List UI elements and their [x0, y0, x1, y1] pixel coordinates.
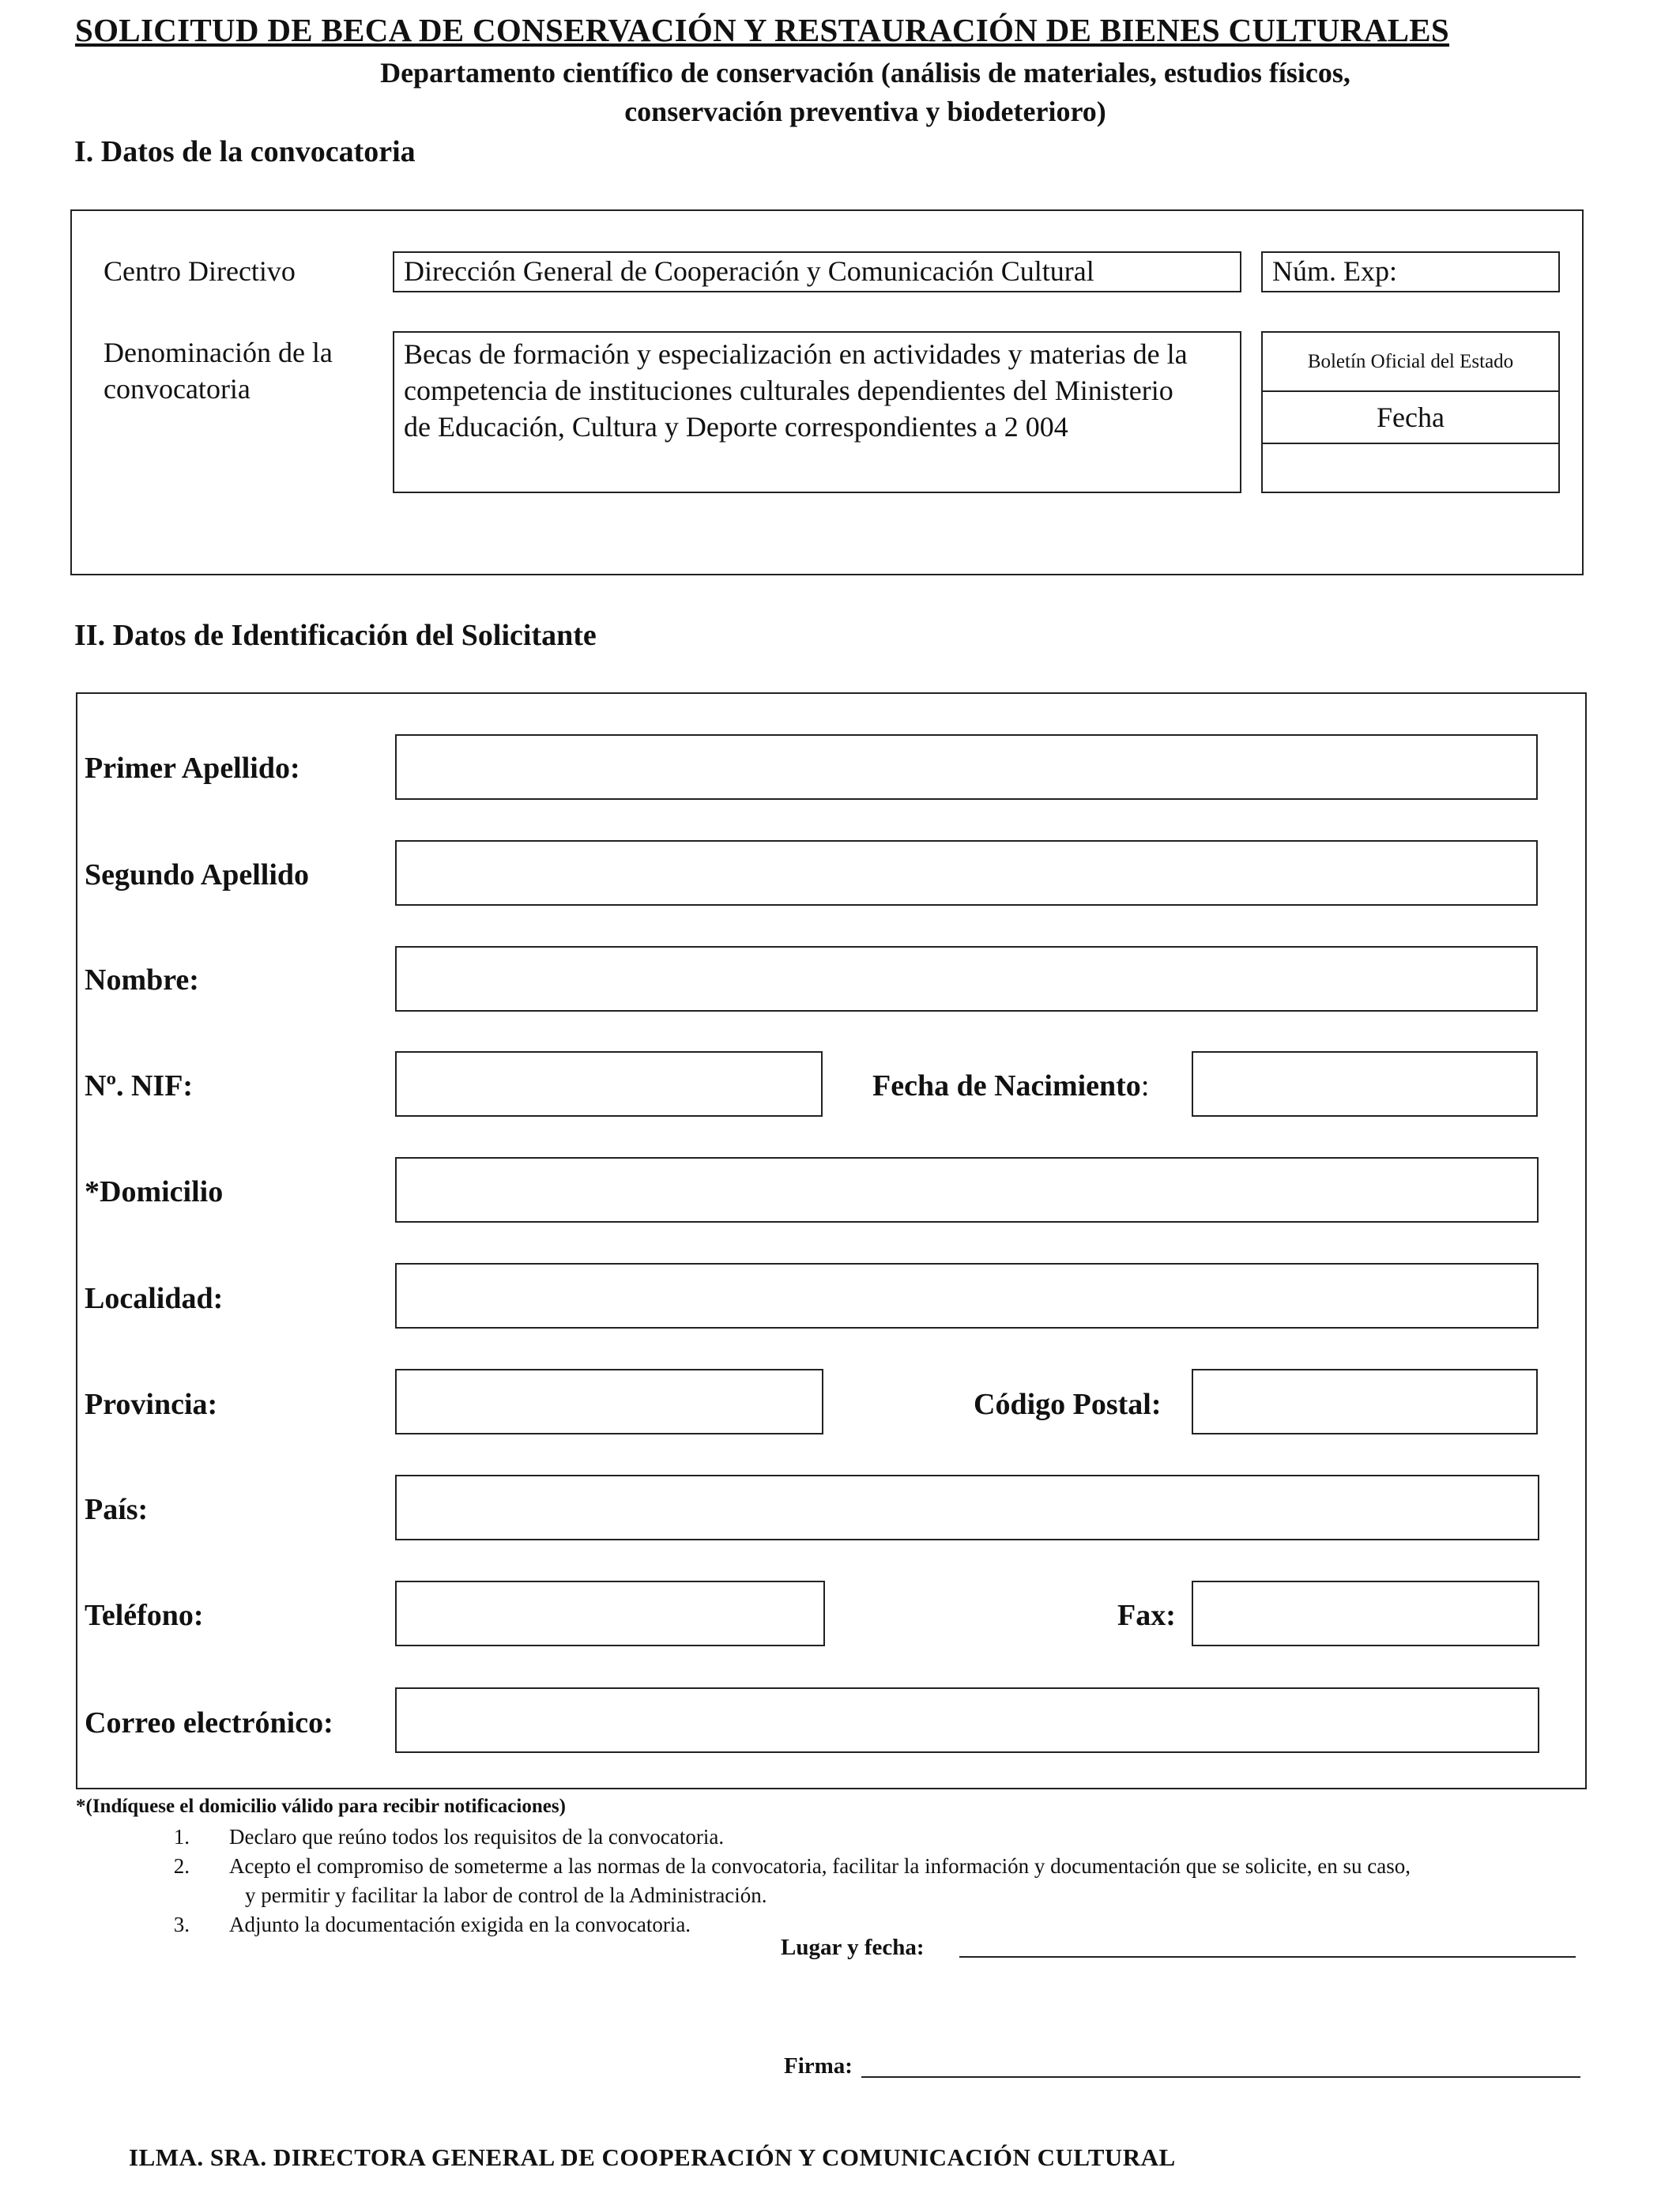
document-subtitle: [205, 54, 1525, 131]
nombre-label: Nombre:: [85, 963, 199, 997]
denominacion-label: [104, 334, 333, 407]
segundo-apellido-input[interactable]: [395, 840, 1538, 906]
lugar-fecha-line[interactable]: [959, 1956, 1576, 1958]
pais-input[interactable]: [395, 1475, 1539, 1540]
lugar-fecha-label: Lugar y fecha:: [781, 1935, 925, 1960]
correo-label: Correo electrónico:: [85, 1706, 333, 1740]
nombre-input[interactable]: [395, 946, 1538, 1012]
centro-directivo-label: Centro Directivo: [104, 255, 296, 287]
boe-fecha-field[interactable]: [1263, 444, 1558, 493]
declarations-list: [150, 1823, 1636, 1941]
pais-label: País:: [85, 1493, 149, 1526]
declaration-2-text-cont: y permitir y facilitar la labor de control de la Administración.: [245, 1883, 767, 1907]
localidad-label: Localidad:: [85, 1282, 224, 1315]
num-exp-label: Núm. Exp:: [1272, 255, 1397, 287]
declaration-3-number: 3.: [173, 1913, 190, 1936]
primer-apellido-label: Primer Apellido:: [85, 752, 300, 785]
provincia-input[interactable]: [395, 1369, 823, 1434]
fecha-nacimiento-colon: :: [1140, 1069, 1150, 1103]
fecha-nacimiento-input[interactable]: [1192, 1051, 1538, 1117]
boe-fecha-label: Fecha: [1263, 392, 1558, 444]
boe-box: [1261, 331, 1560, 493]
denominacion-label-line-1: Denominación de la: [104, 337, 333, 368]
declaration-2-text: Acepto el compromiso de someterme a las normas de la convocatoria, facilitar la información y documentación que se solicite, en su caso,: [229, 1854, 1411, 1878]
codigo-postal-input[interactable]: [1192, 1369, 1538, 1434]
domicilio-input[interactable]: [395, 1157, 1539, 1223]
primer-apellido-input[interactable]: [395, 734, 1538, 800]
declaration-2-number: 2.: [173, 1854, 190, 1878]
segundo-apellido-label: Segundo Apellido: [85, 858, 310, 892]
centro-directivo-field[interactable]: [393, 251, 1241, 292]
declaration-3-text: Adjunto la documentación exigida en la convocatoria.: [229, 1913, 691, 1936]
fax-input[interactable]: [1192, 1581, 1539, 1646]
codigo-postal-label: Código Postal:: [974, 1388, 1162, 1421]
denominacion-label-line-2: convocatoria: [104, 373, 250, 405]
correo-input[interactable]: [395, 1687, 1539, 1753]
declaration-1-text: Declaro que reúno todos los requisitos de la convocatoria.: [229, 1825, 725, 1849]
firma-line[interactable]: [861, 2076, 1580, 2078]
domicilio-note: *(Indíquese el domicilio válido para recibir notificaciones): [76, 1796, 566, 1817]
telefono-label: Teléfono:: [85, 1599, 204, 1632]
localidad-input[interactable]: [395, 1263, 1539, 1329]
denominacion-value-line-1: Becas de formación y especialización en actividades y materias de la: [404, 338, 1188, 370]
addressee: ILMA. SRA. DIRECTORA GENERAL DE COOPERACIÓN Y COMUNICACIÓN CULTURAL: [129, 2143, 1176, 2171]
fax-label: Fax:: [1117, 1599, 1176, 1632]
boe-label: Boletín Oficial del Estado: [1263, 333, 1558, 392]
subtitle-line-1: Departamento científico de conservación (análisis de materiales, estudios físicos,: [380, 57, 1350, 89]
declaration-1-number: 1.: [173, 1825, 190, 1849]
denominacion-value-line-2: competencia de instituciones culturales dependientes del Ministerio: [404, 375, 1173, 406]
fecha-nacimiento-text: Fecha de Nacimiento: [872, 1069, 1141, 1103]
section-1-heading: I. Datos de la convocatoria: [74, 135, 416, 168]
telefono-input[interactable]: [395, 1581, 825, 1646]
num-exp-field[interactable]: [1261, 251, 1560, 292]
fecha-nacimiento-label: [872, 1069, 1149, 1103]
firma-label: Firma:: [784, 2053, 853, 2079]
nif-label: Nº. NIF:: [85, 1069, 194, 1103]
centro-directivo-value: Dirección General de Cooperación y Comunicación Cultural: [404, 255, 1094, 287]
section-2-heading: II. Datos de Identificación del Solicitante: [74, 619, 597, 652]
provincia-label: Provincia:: [85, 1388, 218, 1421]
subtitle-line-2: conservación preventiva y biodeterioro): [624, 96, 1106, 127]
domicilio-label: *Domicilio: [85, 1175, 224, 1208]
denominacion-value-line-3: de Educación, Cultura y Deporte correspondientes a 2 004: [404, 411, 1068, 443]
nif-input[interactable]: [395, 1051, 823, 1117]
denominacion-field[interactable]: [393, 331, 1241, 493]
document-title: SOLICITUD DE BECA DE CONSERVACIÓN Y RESTAURACIÓN DE BIENES CULTURALES: [75, 12, 1450, 48]
